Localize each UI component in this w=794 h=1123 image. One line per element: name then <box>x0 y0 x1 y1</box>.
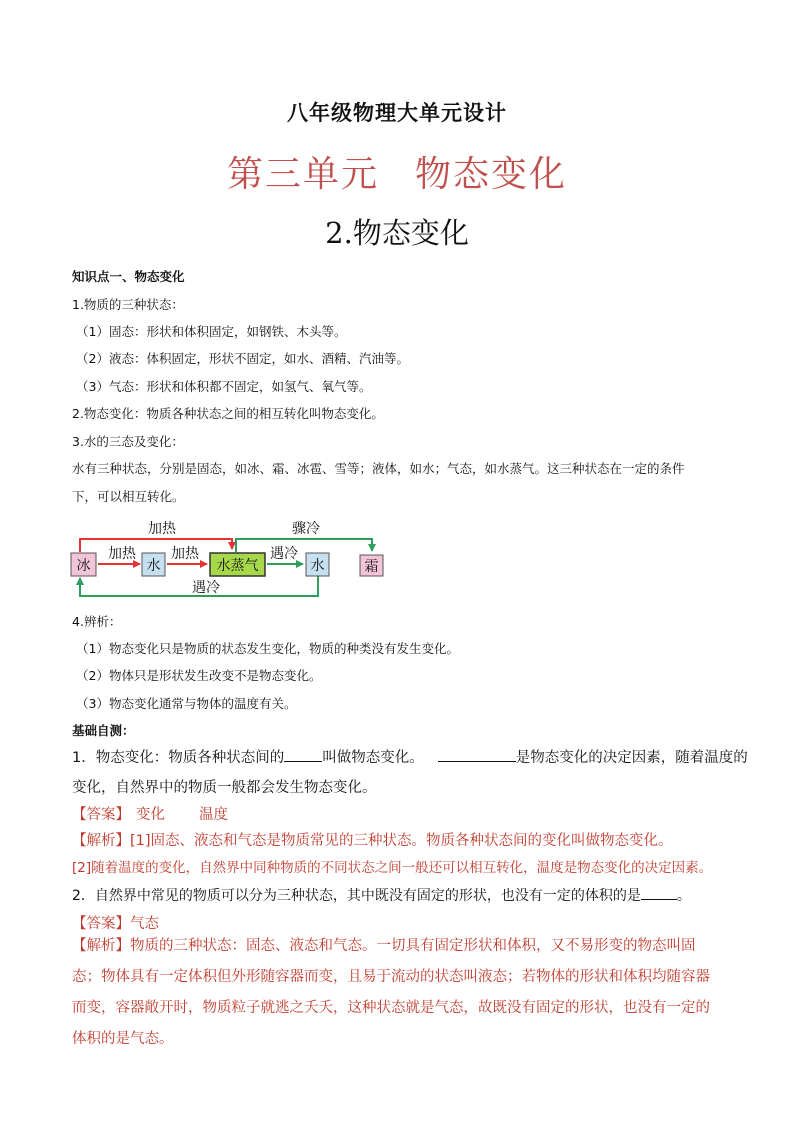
heat-1-label: 加热 <box>108 546 136 562</box>
course-title: 八年级物理大单元设计 <box>287 101 507 125</box>
question-1-line-2: 变化，自然界中的物质一般都会发生物态变化。 <box>72 780 377 796</box>
q1-analysis-text-1: [1]固态、液态和气态是物质常见的三种状态。物质各种状态间的变化叫做物态变化。 <box>130 833 673 849</box>
water-1-label: 水 <box>146 558 161 574</box>
unit-number: 第三单元 <box>226 154 379 195</box>
point-4-item-1: （1）物态变化只是物质的状态发生变化，物质的种类没有发生变化。 <box>76 641 459 656</box>
point-4-item-3: （3）物态变化通常与物体的温度有关。 <box>76 696 297 711</box>
unit-title <box>0 146 794 197</box>
q2-analysis <box>72 931 722 1055</box>
point-1-item-3: （3）气态：形状和体积都不固定，如氢气、氧气等。 <box>76 379 372 394</box>
q2-answer-tag: 【答案】 <box>72 916 130 932</box>
q1-analysis-2: [2]随着温度的变化，自然界中同种物质的不同状态之间一般还可以相互转化，温度是物态变化的决定因素。 <box>72 860 713 876</box>
q1-answer-tag: 【答案】 <box>72 807 130 823</box>
q2-analysis-tag: 【解析】 <box>72 938 130 954</box>
q2-answer-value: 气态 <box>130 916 159 932</box>
q2-blank <box>641 885 677 900</box>
q1-answer <box>72 803 228 824</box>
cool-1-label: 遇冷 <box>270 546 298 562</box>
arrow-ice-to-vapor <box>80 539 232 552</box>
heat-2-label: 加热 <box>171 546 199 562</box>
point-1-item-1: （1）固态：形状和体积固定，如钢铁、木头等。 <box>76 324 347 339</box>
heat-top-label: 加热 <box>148 521 176 537</box>
q1-text-b: 叫做物态变化。 <box>322 750 424 766</box>
point-1-item-2: （2）液态：体积固定，形状不固定，如水、酒精、汽油等。 <box>76 351 409 366</box>
point-3-line-2: 下，可以相互转化。 <box>72 489 185 504</box>
question-2 <box>72 885 691 905</box>
q1-analysis-tag: 【解析】 <box>72 833 130 849</box>
question-1-line-1 <box>72 746 748 767</box>
point-4-item-2: （2）物体只是形状发生改变不是物态变化。 <box>76 668 322 683</box>
q1-text-a: 1．物态变化：物质各种状态间的 <box>72 750 285 766</box>
ice-label: 冰 <box>76 558 91 574</box>
unit-name: 物态变化 <box>415 154 568 195</box>
point-1: 1.物质的三种状态： <box>72 297 184 312</box>
vapor-label: 水蒸气 <box>216 558 259 574</box>
q1-blank-1 <box>284 747 322 762</box>
lesson-title: 2.物态变化 <box>325 216 469 250</box>
q1-blank-2 <box>438 747 516 762</box>
point-3-line-1: 水有三种状态，分别是固态，如冰、霜、冰雹、雪等；液体，如水；气态，如水蒸气。这三种状态在一定的条件 <box>72 461 685 476</box>
q2-text-a: 2．自然界中常见的物质可以分为三种状态，其中既没有固定的形状，也没有一定的体积的是 <box>72 888 641 904</box>
q1-text-c: 是物态变化的决定因素，随着温度的 <box>515 750 748 766</box>
cool-fast-label: 骤冷 <box>292 521 320 537</box>
arrow-vapor-to-frost <box>236 539 372 552</box>
state-change-diagram <box>70 514 390 600</box>
q2-answer <box>72 912 159 933</box>
cool-2-label: 遇冷 <box>192 580 220 596</box>
q1-analysis-1 <box>72 829 673 850</box>
point-2: 2.物态变化：物质各种状态之间的相互转化叫物态变化。 <box>72 406 384 421</box>
q2-analysis-text: 物质的三种状态：固态、液态和气态。一切具有固定形状和体积，又不易形变的物态叫固态；物体具有一定体积但外形随容器而变，且易于流动的状态叫液态；若物体的形状和体积均随容器而变，容器敞开时，物质粒子就逃之夭夭，这种状态就是气态，故既没有固定的形状，也没有一定的体积的是气态。 <box>72 938 710 1047</box>
practice-title: 基础自测： <box>72 723 135 738</box>
water-2-label: 水 <box>310 558 325 574</box>
frost-label: 霜 <box>364 559 379 575</box>
point-3: 3.水的三态及变化： <box>72 434 184 449</box>
q1-answer-1: 变化 <box>136 807 165 823</box>
point-4: 4.辨析： <box>72 614 122 629</box>
q1-answer-2: 温度 <box>199 807 228 823</box>
q2-text-b: 。 <box>676 888 691 904</box>
section-heading: 知识点一、物态变化 <box>72 269 185 284</box>
